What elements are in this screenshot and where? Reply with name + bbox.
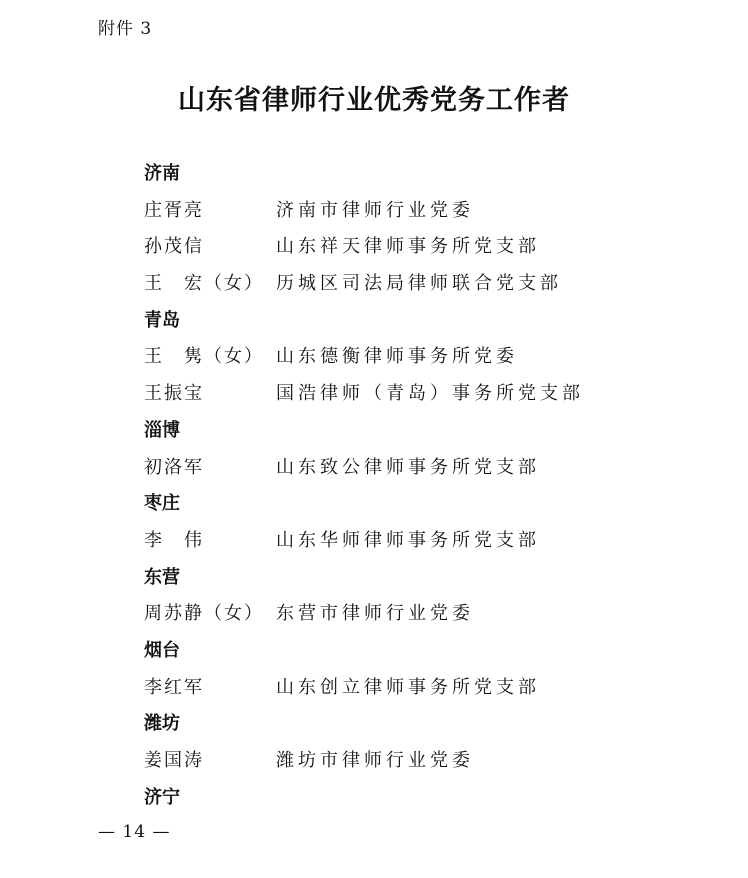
honoree-organization: 山东创立律师事务所党支部: [276, 676, 540, 698]
region-heading-qingdao: 青岛: [144, 309, 180, 331]
honoree-row: [144, 339, 704, 376]
honoree-name: 周苏静（女）: [144, 603, 264, 625]
honoree-row: [144, 193, 704, 230]
region-heading-jining: 济宁: [144, 786, 180, 808]
region-heading-jinan: 济南: [144, 163, 180, 184]
honoree-row: [144, 523, 704, 560]
honoree-organization: 国浩律师（青岛）事务所党支部: [276, 383, 584, 405]
honoree-row: [144, 670, 704, 707]
honoree-name: 姜国涛: [144, 750, 204, 771]
attachment-label: 附件 3: [98, 19, 153, 39]
document-title: 山东省律师行业优秀党务工作者: [178, 85, 570, 116]
honoree-organization: 东营市律师行业党委: [276, 603, 474, 625]
honoree-organization: 济南市律师行业党委: [276, 199, 474, 221]
region-heading-zibo: 淄博: [144, 419, 180, 441]
honoree-name: 孙茂信: [144, 236, 204, 258]
honoree-organization: 山东德衡律师事务所党委: [276, 346, 518, 368]
honoree-name: 初洛军: [144, 456, 204, 478]
honoree-organization: 潍坊市律师行业党委: [276, 750, 474, 771]
honoree-row: [144, 596, 704, 633]
honoree-name: 庄胥亮: [144, 199, 204, 221]
region-heading-weifang: 潍坊: [144, 713, 180, 735]
region-heading-yantai: 烟台: [144, 639, 180, 661]
region-heading-dongying: 东营: [144, 566, 180, 588]
honoree-name: 王 隽（女）: [144, 346, 264, 368]
honoree-organization: 山东祥天律师事务所党支部: [276, 236, 540, 258]
honoree-name: 王 宏（女）: [144, 273, 264, 295]
honoree-row: [144, 229, 704, 266]
honoree-list: [144, 156, 704, 816]
honoree-row: [144, 743, 704, 780]
honoree-name: 李红军: [144, 676, 204, 698]
honoree-row: [144, 450, 704, 487]
honoree-row: [144, 266, 704, 303]
honoree-organization: 山东致公律师事务所党支部: [276, 456, 540, 478]
region-heading-zaozhuang: 枣庄: [144, 493, 180, 515]
honoree-name: 李 伟: [144, 529, 204, 551]
honoree-name: 王振宝: [144, 383, 204, 405]
honoree-organization: 历城区司法局律师联合党支部: [276, 273, 562, 295]
page-number: — 14 —: [98, 822, 171, 842]
honoree-row: [144, 376, 704, 413]
honoree-organization: 山东华师律师事务所党支部: [276, 529, 540, 551]
